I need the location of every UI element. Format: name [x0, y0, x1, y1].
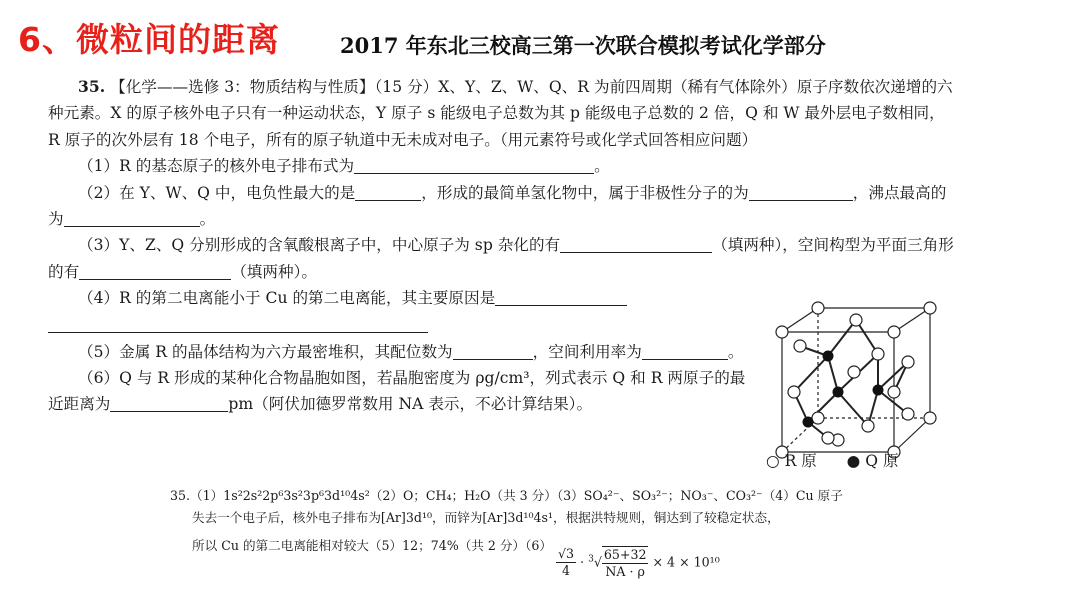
sub-question-6-end: pm（阿伏加德罗常数用 NA 表示，不必计算结果）。 — [228, 395, 593, 414]
question-intro-text: 【化学——选修 3：物质结构与性质】（15 分）X、Y、Z、W、Q、R 为前四周期（稀有气体除外）原子序数依次递增的六种元素。X 的原子核外电子只有一种运动状态，Y 原子 s 能级电子总数为其 p 能级电子总数的 2 倍，Q 和 W 最外层电子数相同，R 原子的次外层有 18 个电子，所有的原子轨道中无未成对电子。（用元素符号或化学式回答相应问题） — [48, 78, 953, 149]
sub-question-2-text: （2）在 Y、W、Q 中，电负性最大的是 — [78, 183, 356, 202]
sub-question-6 — [48, 365, 758, 418]
sub-question-3-end: （填两种）。 — [231, 262, 317, 281]
distance-formula: $\frac{√3}{4}$ · $^3$√ $\frac{65+32}{NA \cdot \rho}$ × 4 × 10¹⁰ — [558, 546, 720, 579]
answer-blank — [354, 155, 594, 174]
answer-blank — [495, 287, 627, 306]
answer-blank-line — [48, 312, 428, 333]
answer-blank — [749, 182, 853, 201]
sub-question-2 — [48, 180, 956, 233]
formula-numerator: 65+32 — [603, 546, 647, 562]
answer-text-3: 所以 Cu 的第二电离能相对较大（5）12；74%（共 2 分）（6） — [192, 538, 552, 553]
answer-blank — [64, 208, 200, 227]
answer-number: 35. — [170, 488, 191, 503]
sub-question-3-text-b: （填两种），空间构型为平面三角形的有 — [48, 236, 954, 281]
answer-line-1 — [170, 485, 930, 507]
sub-question-2-text-c: ，沸点最高的为 — [48, 183, 947, 229]
sub-question-2-end: 。 — [199, 210, 216, 229]
answer-line-3 — [170, 535, 930, 580]
sub-question-5 — [48, 339, 748, 365]
answer-key — [170, 485, 930, 580]
sub-question-1-text: （1）R 的基态原子的核外电子排布式为 — [78, 157, 355, 176]
sub-question-5-text-b: ，空间利用率为 — [532, 342, 642, 361]
sub-question-5-end: 。 — [727, 342, 744, 361]
sub-question-3-text: （3）Y、Z、Q 分别形成的含氧酸根离子中，中心原子为 sp 杂化的有 — [78, 236, 561, 255]
answer-blank — [110, 393, 228, 412]
sub-question-5-text: （5）金属 R 的晶体结构为六方最密堆积，其配位数为 — [78, 342, 453, 361]
sub-question-1-end: 。 — [594, 157, 610, 176]
formula-sqrt3: √3 — [558, 546, 575, 561]
r-atom-legend-label: R 原 — [784, 452, 817, 470]
answer-blank — [642, 341, 728, 360]
formula-four: 4 — [562, 563, 571, 578]
answer-line-2: 失去一个电子后，核外电子排布为[Ar]3d¹⁰，而锌为[Ar]3d¹⁰4s¹，根据洪特规则，铜达到了较稳定状态， — [192, 510, 780, 525]
answer-blank — [453, 341, 533, 360]
crystal-cell-diagram — [768, 290, 948, 475]
formula-radicand — [602, 546, 649, 580]
sub-question-1 — [48, 153, 956, 179]
r-atom-legend-icon: ○ — [766, 452, 780, 470]
formula-cube-index: 3 — [588, 553, 594, 564]
sub-question-4 — [48, 285, 748, 311]
sub-question-4-text: （4）R 的第二电离能小于 Cu 的第二电离能，其主要原因是 — [78, 289, 496, 308]
answer-blank — [560, 234, 712, 253]
answer-blank — [355, 182, 421, 201]
sub-question-2-text-b: ，形成的最简单氢化物中，属于非极性分子的为 — [421, 183, 749, 202]
answer-text-1: （1）1s²2s²2p⁶3s²3p⁶3d¹⁰4s²（2）O；CH₄；H₂O（共 3 分）（3）SO₄²⁻、SO₃²⁻；NO₃⁻、CO₃²⁻（4）Cu 原子 — [190, 488, 843, 503]
sub-question-3 — [48, 232, 956, 285]
slide-title: 6、微粒间的距离 — [18, 20, 280, 59]
q-atom-legend-label: Q 原 — [865, 452, 899, 470]
exam-title: 2017 年东北三校高三第一次联合模拟考试化学部分 — [340, 33, 826, 58]
question-number: 35. — [78, 77, 106, 96]
formula-coefficient — [556, 546, 576, 579]
q-atom-legend-icon: ● — [846, 452, 861, 470]
formula-denominator: NA · ρ — [605, 563, 645, 579]
answer-blank — [79, 261, 231, 280]
formula-tail: × 4 × 10¹⁰ — [652, 554, 720, 569]
sub-question-6-text: （6）Q 与 R 形成的某种化合物晶胞如图，若晶胞密度为 ρg/cm³，列式表示 Q 和 R 两原子的最近距离为 — [48, 369, 746, 414]
question-intro — [48, 74, 956, 153]
crystal-legend — [766, 449, 899, 471]
